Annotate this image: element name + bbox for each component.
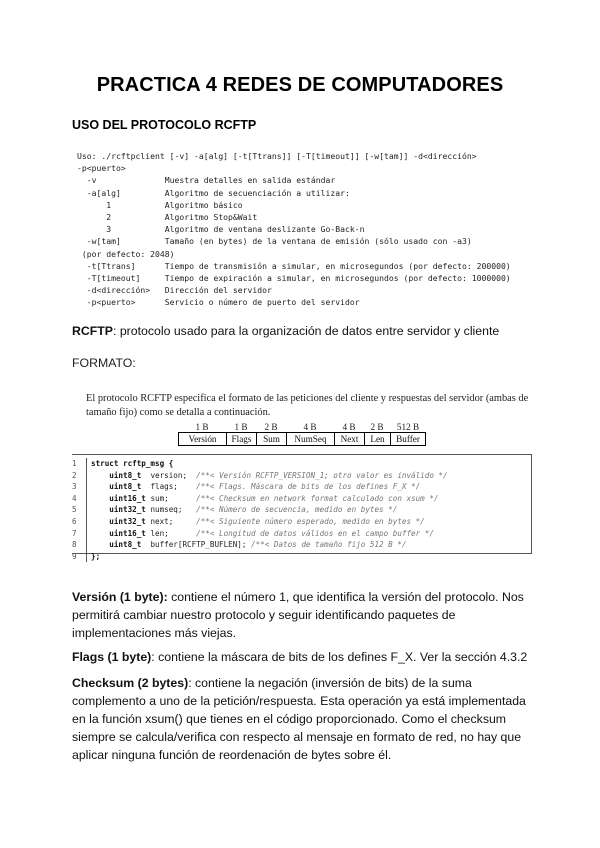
format-fields-row xyxy=(178,432,426,446)
page-title: PRACTICA 4 REDES DE COMPUTADORES xyxy=(96,74,504,96)
field-name-cell: Buffer xyxy=(390,432,426,446)
code-type: uint32_t xyxy=(91,516,151,526)
code-field: version; xyxy=(150,470,197,480)
code-field: len; xyxy=(150,528,197,538)
field-size-label: 1 B xyxy=(234,422,248,432)
field-name-cell: Flags xyxy=(226,432,256,446)
field-size-label: 4 B xyxy=(303,422,317,432)
line-number: 3 xyxy=(72,482,77,492)
line-number: 5 xyxy=(72,505,77,515)
section-title: USO DEL PROTOCOLO RCFTP xyxy=(72,118,257,132)
usage-line: 2 Algoritmo Stop&Wait xyxy=(77,211,258,222)
usage-line: -a[alg] Algoritmo de secuenciación a utilizar: xyxy=(77,187,350,198)
field-size-label: 1 B xyxy=(195,422,209,432)
usage-line: -p<puerto> xyxy=(77,163,126,174)
field-name-cell: Versión xyxy=(178,432,226,446)
gutter-divider xyxy=(86,528,87,540)
line-number: 9 xyxy=(72,551,77,561)
rcftp-description: : protocolo usado para la organización de datos entre servidor y cliente xyxy=(113,324,500,338)
usage-line: 1 Algoritmo básico xyxy=(77,199,243,210)
format-table xyxy=(178,422,426,446)
usage-block xyxy=(77,150,537,308)
version-term: Versión (1 byte): xyxy=(72,590,168,604)
code-type: uint8_t xyxy=(91,470,151,480)
format-intro: El protocolo RCFTP especifica el formato de las peticiones del cliente y respuestas del servidor (ambas de tamaño fijo) como se detalla a continuación. xyxy=(86,393,529,418)
code-line xyxy=(72,481,448,493)
line-number: 6 xyxy=(72,516,77,526)
line-number: 7 xyxy=(72,528,77,538)
gutter-divider xyxy=(86,516,87,528)
usage-line: -t[Ttrans] Tiempo de transmisión a simular, en microsegundos (por defecto: 200000) xyxy=(77,260,511,271)
line-number: 4 xyxy=(72,493,77,503)
gutter-divider xyxy=(86,458,87,470)
line-number: 8 xyxy=(72,540,77,550)
code-line xyxy=(72,539,448,551)
code-line xyxy=(72,528,448,540)
code-line xyxy=(72,458,448,470)
usage-line: 3 Algoritmo de ventana deslizante Go-Back-n xyxy=(77,224,365,235)
rcftp-paragraph xyxy=(72,322,532,340)
code-type: struct rcftp_msg { xyxy=(91,459,174,468)
code-type: }; xyxy=(91,551,101,561)
gutter-divider xyxy=(86,493,87,505)
field-size-label: 512 B xyxy=(396,422,420,432)
usage-line: -T[timeout] Tiempo de expiración a simular, en microsegundos (por defecto: 1000000) xyxy=(77,272,511,283)
code-comment: /**< Siguiente número esperado, medido en bytes */ xyxy=(196,516,425,526)
formato-label: FORMATO: xyxy=(72,356,136,370)
gutter-divider xyxy=(86,481,87,493)
flags-term: Flags (1 byte) xyxy=(72,650,152,664)
field-name-cell: Sum xyxy=(256,432,286,446)
version-paragraph xyxy=(72,588,532,642)
checksum-term: Checksum (2 bytes) xyxy=(72,676,189,690)
flags-description: : contiene la máscara de bits de los defines F_X. Ver la sección 4.3.2 xyxy=(151,650,528,664)
code-line xyxy=(72,504,448,516)
code-type: uint16_t xyxy=(91,528,151,538)
code-field: sum; xyxy=(150,493,197,503)
code-type: uint16_t xyxy=(91,493,151,503)
code-comment: /**< Checksum en network format calculado con xsum */ xyxy=(196,493,439,503)
flags-paragraph xyxy=(72,648,532,666)
checksum-description: : contiene la negación (inversión de bits) de la suma complemento a uno de la petición/respuesta. Esta operación ya está implementada en la función xsum() que tienes en el código proporcionado. Como el checksum siempre se calcula/verifica con respecto al mensaje en formato de red, no hay que aplicar ninguna función de reordenación de bytes sobre él. xyxy=(72,676,526,762)
code-line xyxy=(72,516,448,528)
field-name-cell: Next xyxy=(334,432,364,446)
line-number: 2 xyxy=(72,470,77,480)
line-number: 1 xyxy=(72,459,77,468)
code-type: uint32_t xyxy=(91,505,151,515)
code-comment: /**< Versión RCFTP_VERSION_1; otro valor es inválido */ xyxy=(196,470,448,480)
usage-line: -d<dirección> Dirección del servidor xyxy=(77,285,272,296)
code-line xyxy=(72,493,448,505)
gutter-divider xyxy=(86,539,87,551)
field-size-label: 2 B xyxy=(264,422,278,432)
gutter-divider xyxy=(86,551,87,563)
code-field: next; xyxy=(150,516,197,526)
field-name-cell: Len xyxy=(364,432,390,446)
struct-code-listing xyxy=(72,458,448,562)
gutter-divider xyxy=(86,504,87,516)
usage-line: -p<puerto> Servicio o número de puerto del servidor xyxy=(77,297,360,308)
code-field: buffer[RCFTP_BUFLEN]; xyxy=(150,540,252,550)
code-field: numseq; xyxy=(150,505,197,515)
usage-line: -w[tam] Tamaño (en bytes) de la ventana de emisión (sólo usado con -a3) xyxy=(77,236,472,247)
checksum-paragraph xyxy=(72,674,532,764)
code-comment: /**< Flags. Máscara de bits de los defines F_X */ xyxy=(196,482,421,492)
code-line xyxy=(72,470,448,482)
format-sizes-row xyxy=(178,422,426,432)
usage-line: (por defecto: 2048) xyxy=(77,248,175,259)
field-name-cell: NumSeq xyxy=(286,432,334,446)
code-type: uint8_t xyxy=(91,540,151,550)
code-type: uint8_t xyxy=(91,482,151,492)
gutter-divider xyxy=(86,470,87,482)
version-description: contiene el número 1, que identifica la versión del protocolo. Nos permitirá cambiar nuestro protocolo y seguir identificando paquetes de implementaciones más viejas. xyxy=(72,590,524,640)
rcftp-term: RCFTP xyxy=(72,324,113,338)
code-comment: /**< Longitud de datos válidos en el campo buffer */ xyxy=(196,528,434,538)
field-size-label: 2 B xyxy=(370,422,384,432)
code-line xyxy=(72,551,448,563)
code-comment: /**< Datos de tamaño fijo 512 B */ xyxy=(251,540,407,550)
code-field: flags; xyxy=(150,482,197,492)
usage-line: -v Muestra detalles en salida estándar xyxy=(77,175,336,186)
usage-line: Uso: ./rcftpclient [-v] -a[alg] [-t[Ttrans]] [-T[timeout]] [-w[tam]] -d<dirección> xyxy=(77,151,477,161)
field-size-label: 4 B xyxy=(342,422,356,432)
code-comment: /**< Número de secuencia, medido en bytes */ xyxy=(196,505,398,515)
